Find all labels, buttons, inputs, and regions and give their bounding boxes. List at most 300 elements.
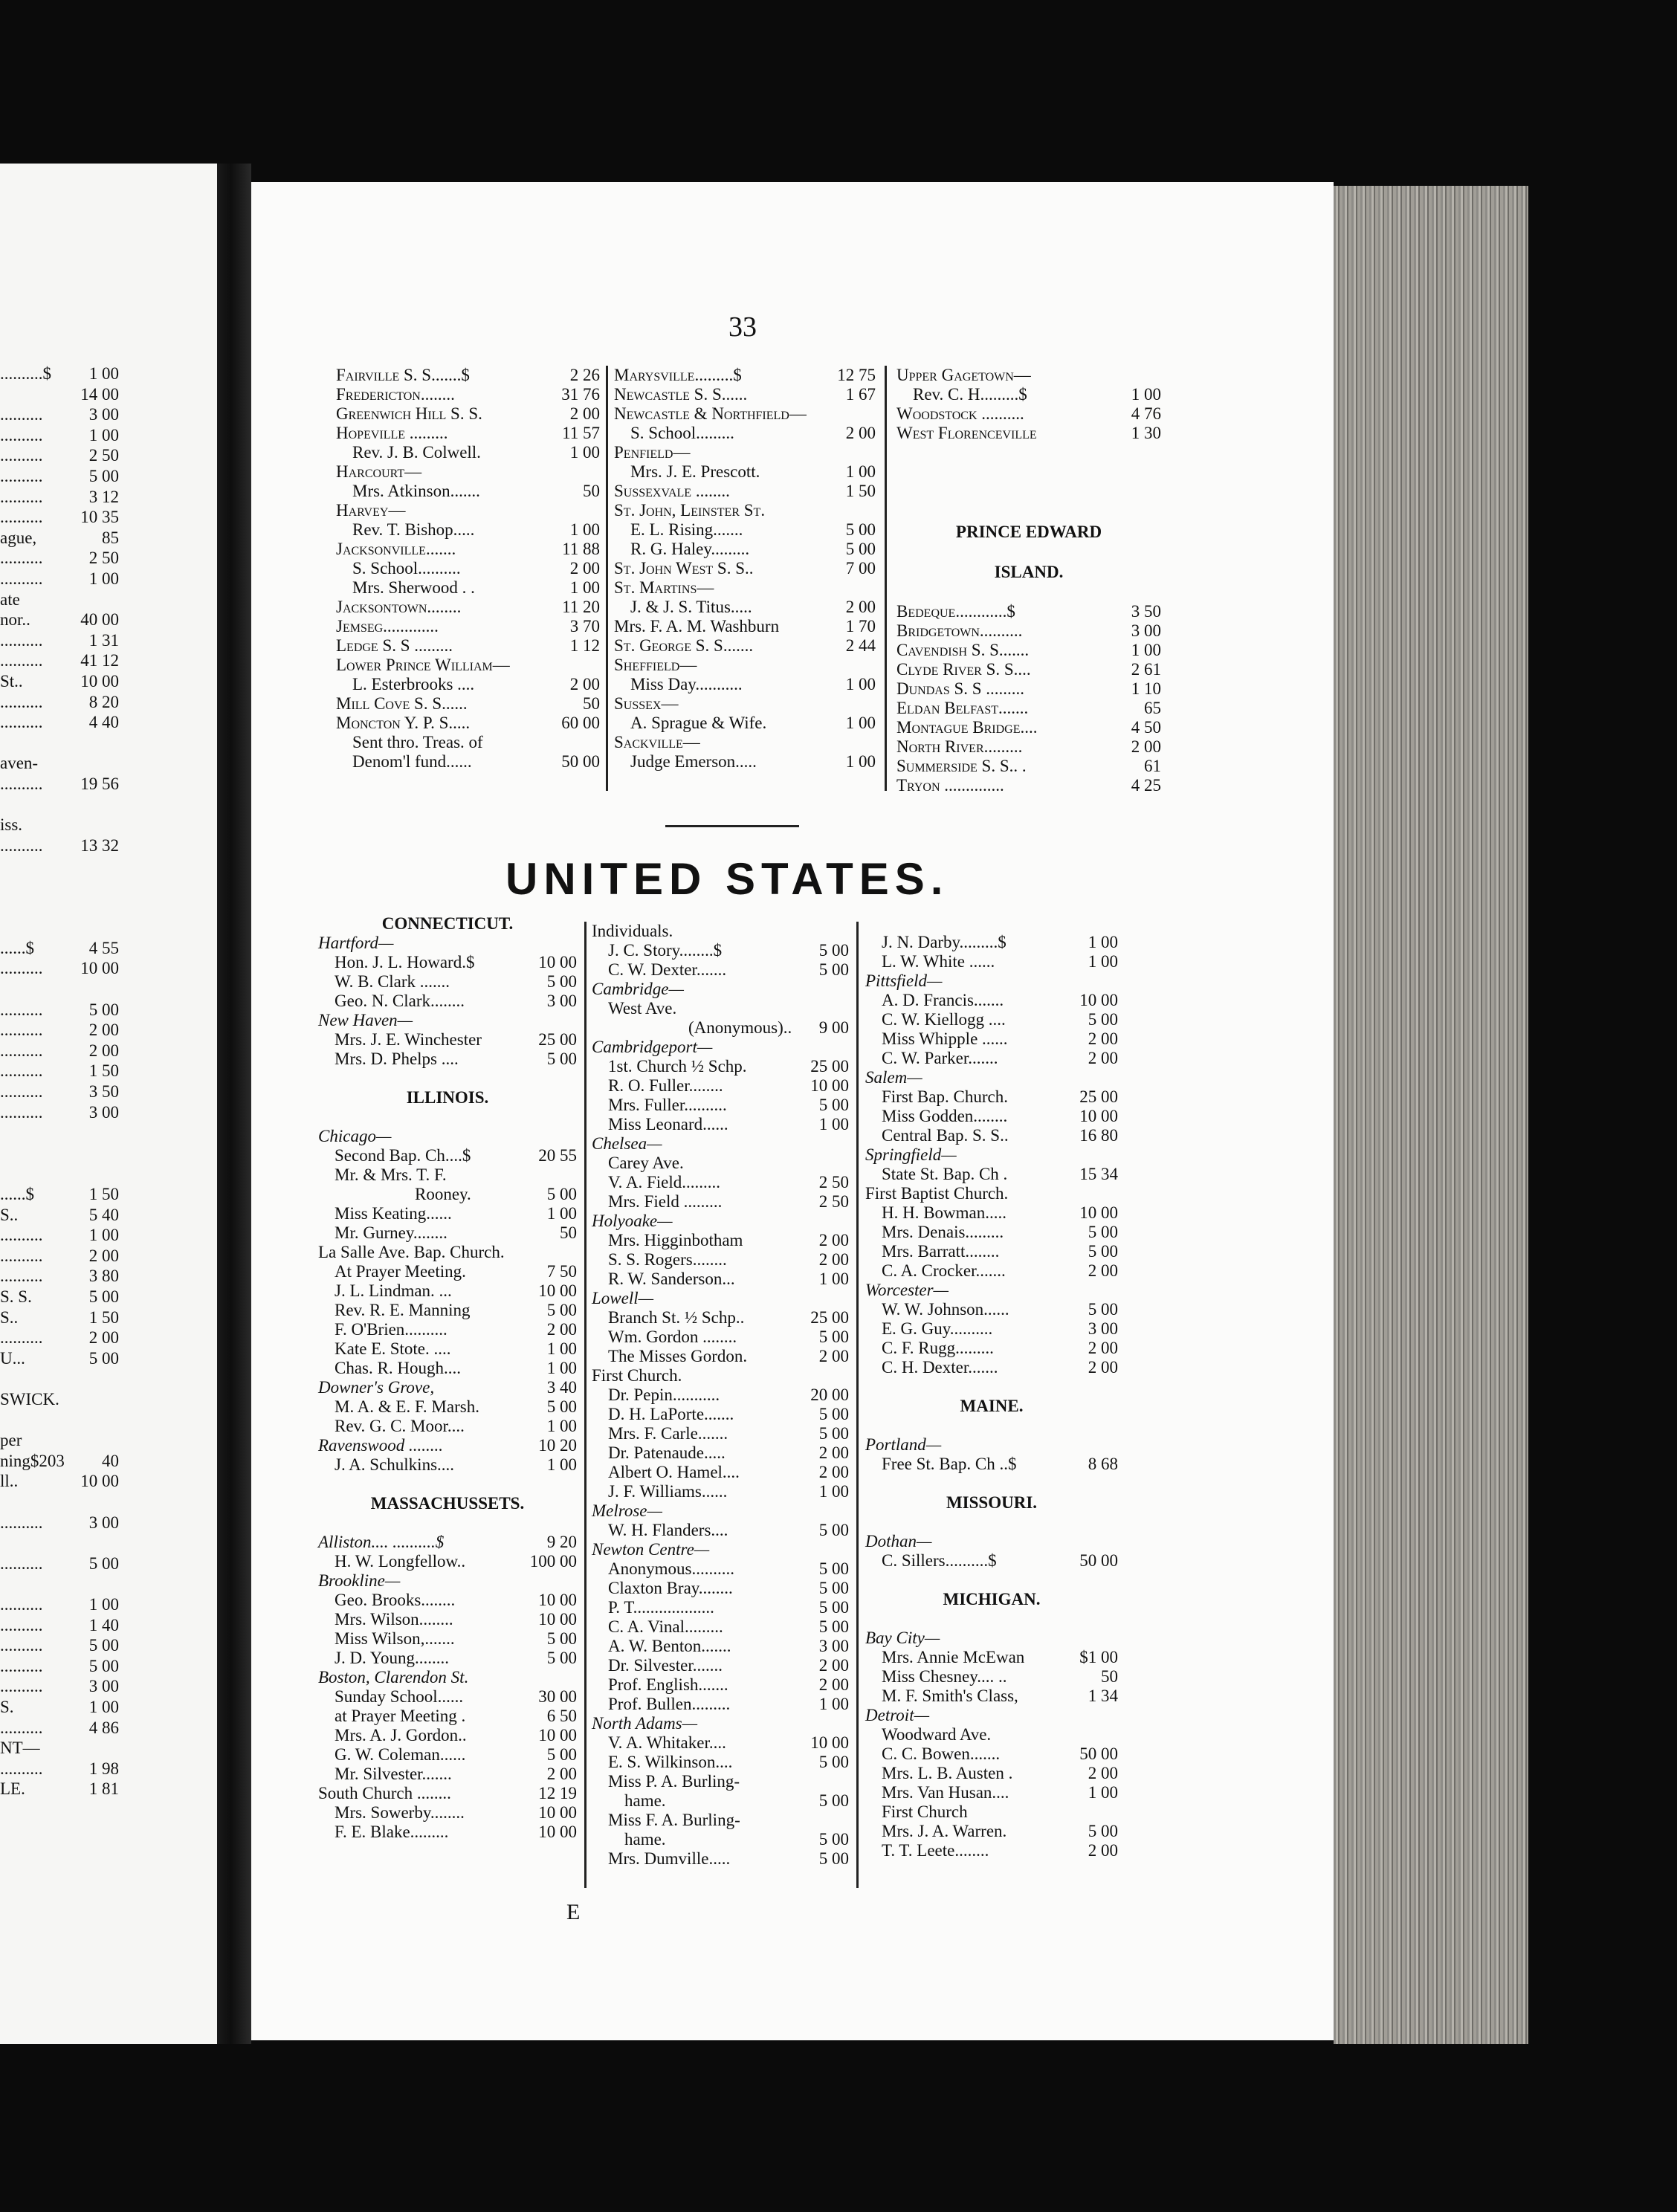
entry-amount: 1 00	[818, 1270, 849, 1288]
entry-name: Dundas S. S .........	[896, 679, 1025, 698]
entry-amount: 30 00	[538, 1687, 577, 1706]
entry-name: Salem—	[865, 1068, 922, 1087]
ledger-row	[896, 718, 1161, 737]
entry-name: Miss Wilson,.......	[335, 1629, 455, 1648]
entry-amount: 50	[583, 694, 600, 713]
entry-name: R. G. Haley.........	[630, 540, 750, 558]
ledger-row	[592, 1057, 849, 1076]
ledger-row	[896, 385, 1161, 404]
entry-amount: 9 00	[818, 1018, 849, 1037]
state-heading-text: ILLINOIS.	[406, 1088, 489, 1107]
entry-amount: 1 00	[845, 752, 876, 771]
ledger-row	[592, 1096, 849, 1115]
left-entry-amount: 1 50	[88, 1185, 119, 1203]
left-entry-text: ague,	[0, 528, 37, 547]
ledger-row	[318, 1397, 577, 1417]
ledger-row	[318, 1050, 577, 1069]
entry-amount: 5 00	[1088, 1300, 1118, 1319]
ledger-row	[318, 1030, 577, 1050]
ledger-row	[592, 1540, 849, 1559]
entry-amount: 5 00	[546, 1649, 577, 1667]
ledger-row	[592, 1192, 849, 1212]
ledger-row	[865, 1242, 1118, 1261]
entry-name: Chas. R. Hough....	[335, 1359, 461, 1377]
ledger-row	[592, 1579, 849, 1598]
left-page-row	[0, 1185, 217, 1206]
left-page-row	[0, 898, 217, 919]
left-page-row	[0, 959, 217, 980]
entry-amount: 5 00	[546, 972, 577, 991]
left-page-row	[0, 1123, 217, 1144]
left-page-row	[0, 1226, 217, 1246]
ledger-row	[614, 482, 876, 501]
entry-amount: 2 00	[1088, 1358, 1118, 1377]
entry-name: Clyde River S. S....	[896, 660, 1031, 679]
left-entry-amount: 4 55	[88, 938, 119, 957]
left-page-row	[0, 1287, 217, 1308]
left-entry-text: ..........	[0, 1677, 43, 1696]
entry-amount: 2 00	[1088, 1049, 1118, 1067]
ledger-row	[318, 1610, 577, 1629]
entry-amount: 10 00	[538, 953, 577, 971]
entry-name: Wm. Gordon ........	[608, 1327, 737, 1346]
entry-amount: 10 00	[1079, 1203, 1118, 1222]
ledger-row	[592, 1289, 849, 1308]
entry-name: Alliston.... ..........$	[318, 1533, 445, 1551]
entry-name: Mrs. Field .........	[608, 1192, 723, 1211]
left-entry-text: S. S.	[0, 1287, 32, 1306]
entry-name: D. H. LaPorte.......	[608, 1405, 734, 1423]
section-rule	[665, 825, 799, 827]
left-entry-amount: 3 00	[88, 1513, 119, 1532]
pei-heading	[896, 519, 1161, 586]
left-entry-amount: 5 00	[88, 467, 119, 485]
entry-name: Mrs. D. Phelps ....	[335, 1050, 459, 1068]
entry-name: Pittsfield—	[865, 971, 943, 990]
ledger-row	[318, 1629, 577, 1649]
ledger-row	[896, 621, 1161, 641]
entry-name: C. W. Dexter.......	[608, 960, 727, 979]
entry-amount: 2 00	[546, 1320, 577, 1339]
ledger-row	[592, 1733, 849, 1753]
entry-name: Melrose—	[592, 1501, 662, 1520]
entry-name: Mill Cove S. S......	[336, 694, 468, 713]
entry-amount: 60 00	[561, 714, 600, 732]
entry-name: North River.........	[896, 737, 1023, 756]
entry-amount: 3 00	[1088, 1319, 1118, 1338]
left-page-row	[0, 1206, 217, 1226]
left-entry-text: ll..	[0, 1472, 19, 1491]
entry-name: Mrs. L. B. Austen .	[882, 1764, 1013, 1782]
entry-amount: 5 00	[1088, 1010, 1118, 1029]
left-entry-text: LE.	[0, 1779, 25, 1799]
entry-name: Mrs. Fuller..........	[608, 1096, 727, 1114]
left-page-row	[0, 1533, 217, 1554]
ledger-row	[896, 699, 1161, 718]
left-page-row	[0, 795, 217, 816]
entry-name: Mrs. J. E. Prescott.	[630, 462, 760, 481]
entry-amount: 5 00	[818, 1598, 849, 1617]
entry-name: North Adams—	[592, 1714, 698, 1733]
entry-name: St. John, Leinster St.	[614, 501, 766, 520]
left-entry-amount: 1 00	[88, 1595, 119, 1614]
column-nb-2	[614, 366, 876, 772]
entry-amount: 1 00	[845, 714, 876, 732]
entry-amount: 2 00	[845, 598, 876, 616]
ledger-row	[614, 424, 876, 443]
ledger-row	[614, 578, 876, 598]
entry-amount: 2 00	[818, 1250, 849, 1269]
entry-name: Dothan—	[865, 1532, 932, 1550]
spacer	[865, 1377, 1118, 1397]
ledger-row	[592, 941, 849, 960]
ledger-row	[336, 714, 600, 733]
left-page-row	[0, 1246, 217, 1267]
ledger-row	[592, 1656, 849, 1675]
left-entry-text: ......$	[0, 1185, 34, 1203]
entry-name: T. T. Leete........	[882, 1841, 989, 1860]
left-entry-text: S..	[0, 1307, 19, 1327]
entry-amount: 50	[583, 482, 600, 500]
ledger-row	[614, 462, 876, 482]
left-entry-text: ..........	[0, 1226, 43, 1245]
entry-amount: 5 00	[818, 1559, 849, 1578]
left-entry-text: ..........	[0, 446, 43, 465]
entry-amount: 10 00	[538, 1281, 577, 1300]
ledger-row	[318, 1011, 577, 1030]
ledger-row	[865, 933, 1118, 952]
left-page-row	[0, 877, 217, 898]
entry-amount: 3 00	[546, 992, 577, 1010]
left-entry-amount: 19 56	[80, 774, 119, 793]
entry-name: F. E. Blake.........	[335, 1823, 449, 1841]
entry-amount: 1 00	[818, 1482, 849, 1501]
entry-name: Mrs. Sherwood . .	[352, 578, 475, 597]
ledger-row	[318, 1436, 577, 1455]
entry-name: New Haven—	[318, 1011, 413, 1029]
entry-name: Claxton Bray........	[608, 1579, 733, 1597]
left-page-row	[0, 734, 217, 754]
ledger-row	[592, 1463, 849, 1482]
left-entry-text: ..........	[0, 692, 43, 711]
left-page-row	[0, 1657, 217, 1678]
ledger-row	[592, 1695, 849, 1714]
entry-amount: 1 30	[1131, 424, 1161, 442]
ledger-row	[896, 602, 1161, 621]
ledger-row	[318, 1243, 577, 1262]
left-page-row	[0, 1021, 217, 1041]
entry-amount: 7 00	[845, 559, 876, 578]
column-us-3	[865, 933, 1118, 1860]
ledger-row	[865, 1068, 1118, 1087]
entry-amount: $1 00	[1079, 1648, 1118, 1666]
spacer	[865, 1416, 1118, 1435]
ledger-row	[865, 1165, 1118, 1184]
ledger-row	[896, 660, 1161, 679]
ledger-row	[318, 1301, 577, 1320]
left-entry-amount: 1 98	[88, 1759, 119, 1778]
ledger-row	[318, 972, 577, 992]
ledger-row	[896, 424, 1161, 443]
ledger-row	[592, 1598, 849, 1617]
entry-name: Moncton Y. P. S.....	[336, 714, 471, 732]
ledger-row	[865, 1223, 1118, 1242]
ledger-row	[318, 1687, 577, 1707]
entry-amount: 2 00	[1088, 1029, 1118, 1048]
ledger-row	[592, 1212, 849, 1231]
left-page-row	[0, 549, 217, 569]
left-page-row	[0, 405, 217, 426]
entry-name: Boston, Clarendon St.	[318, 1668, 469, 1687]
ledger-row	[318, 1339, 577, 1359]
ledger-row	[592, 1308, 849, 1327]
entry-name: Bedeque............$	[896, 602, 1015, 621]
pei-heading-line-2: ISLAND.	[994, 563, 1064, 581]
ledger-row	[592, 1675, 849, 1695]
entry-name: Kate E. Stote. ....	[335, 1339, 451, 1358]
ledger-row	[614, 520, 876, 540]
entry-amount: 2 00	[818, 1463, 849, 1481]
entry-name: Miss Leonard......	[608, 1115, 728, 1134]
left-page-row	[0, 1739, 217, 1759]
left-page-row	[0, 672, 217, 693]
left-page-row	[0, 528, 217, 549]
entry-name: State St. Bap. Ch .	[882, 1165, 1008, 1183]
state-heading	[318, 1088, 577, 1107]
entry-name: West Ave.	[608, 999, 677, 1018]
left-entry-amount: 41 12	[80, 651, 119, 670]
left-entry-text: ..........	[0, 405, 43, 424]
entry-name: C. F. Rugg.........	[882, 1339, 994, 1357]
left-entry-text: ..........	[0, 1102, 43, 1122]
entry-name: Brookline—	[318, 1571, 401, 1590]
ledger-row	[592, 1327, 849, 1347]
ledger-row	[592, 1830, 849, 1849]
entry-name: Downer's Grove,	[318, 1378, 435, 1397]
entry-name: Mrs. J. E. Winchester	[335, 1030, 482, 1049]
entry-amount: 20 55	[538, 1146, 577, 1165]
entry-amount: 8 68	[1088, 1455, 1118, 1473]
entry-name: W. H. Flanders....	[608, 1521, 728, 1539]
ledger-row	[336, 733, 600, 752]
entry-name: Cambridgeport—	[592, 1038, 713, 1056]
entry-name: Sunday School......	[335, 1687, 464, 1706]
left-entry-text: ..........	[0, 467, 43, 485]
entry-amount: 2 00	[1088, 1339, 1118, 1357]
entry-name: Dr. Pepin...........	[608, 1385, 720, 1404]
ledger-row	[865, 1358, 1118, 1377]
state-heading	[318, 1494, 577, 1513]
entry-amount: 5 00	[546, 1050, 577, 1068]
ledger-row	[614, 366, 876, 385]
left-page-row	[0, 1513, 217, 1534]
left-entry-text: ..........	[0, 651, 43, 670]
entry-name: Marysville.........$	[614, 366, 742, 384]
left-entry-amount: 13 32	[80, 835, 119, 855]
left-entry-amount: 1 40	[88, 1615, 119, 1634]
ledger-row	[336, 520, 600, 540]
entry-name: J. C. Story........$	[608, 941, 723, 960]
entry-amount: 4 50	[1131, 718, 1161, 737]
ledger-row	[592, 1811, 849, 1830]
ledger-row	[318, 1320, 577, 1339]
left-entry-text: iss.	[0, 815, 23, 835]
ledger-row	[592, 1772, 849, 1791]
left-entry-amount: 1 81	[88, 1779, 119, 1799]
left-page-row	[0, 446, 217, 467]
entry-amount: 2 50	[818, 1192, 849, 1211]
left-page-row	[0, 1554, 217, 1575]
entry-amount: 5 00	[818, 1096, 849, 1114]
entry-name: Miss Whipple ......	[882, 1029, 1008, 1048]
ledger-row	[336, 675, 600, 694]
ledger-row	[592, 1231, 849, 1250]
entry-name: Springfield—	[865, 1145, 957, 1164]
ledger-row	[865, 1339, 1118, 1358]
entry-amount: 65	[1144, 699, 1161, 717]
ledger-row	[865, 1629, 1118, 1648]
ledger-row	[318, 1726, 577, 1745]
entry-name: Sent thro. Treas. of	[352, 733, 483, 751]
ledger-row	[592, 1501, 849, 1521]
entry-name: W. B. Clark .......	[335, 972, 450, 991]
ledger-row	[336, 366, 600, 385]
ledger-row	[336, 404, 600, 424]
ledger-row	[614, 598, 876, 617]
entry-name: Mrs. Annie McEwan	[882, 1648, 1025, 1666]
entry-name: J. & J. S. Titus.....	[630, 598, 752, 616]
state-heading	[865, 1590, 1118, 1609]
ledger-row	[318, 1649, 577, 1668]
ledger-row	[592, 1018, 849, 1038]
signature-letter: E	[566, 1900, 581, 1924]
entry-name: Mrs. Dumville.....	[608, 1849, 731, 1868]
entry-name: Prof. Bullen.........	[608, 1695, 731, 1713]
left-page-row	[0, 1082, 217, 1103]
spacer	[318, 1069, 577, 1088]
column-nb-1	[336, 366, 600, 772]
ledger-row	[318, 1533, 577, 1552]
entry-name: E. G. Guy..........	[882, 1319, 993, 1338]
state-heading	[865, 1493, 1118, 1513]
entry-name: Rooney.	[415, 1185, 471, 1203]
entry-amount: 1 00	[1088, 1783, 1118, 1802]
entry-amount: 5 00	[818, 1424, 849, 1443]
entry-name: Portland—	[865, 1435, 942, 1454]
ledger-row	[865, 971, 1118, 991]
ledger-row	[592, 1559, 849, 1579]
ledger-row	[592, 1637, 849, 1656]
left-page-row	[0, 467, 217, 488]
entry-name: Mrs. Atkinson.......	[352, 482, 480, 500]
ledger-row	[336, 578, 600, 598]
entry-name: Harvey—	[336, 501, 406, 520]
ledger-row	[592, 1521, 849, 1540]
ledger-row	[865, 1203, 1118, 1223]
ledger-row	[336, 462, 600, 482]
state-heading	[318, 914, 577, 934]
entry-amount: 50 00	[561, 752, 600, 771]
entry-name: Mrs. Denais.........	[882, 1223, 1004, 1241]
entry-amount: 1 00	[569, 520, 600, 539]
spacer	[865, 1609, 1118, 1629]
entry-amount: 1 00	[546, 1455, 577, 1474]
entry-name: Miss F. A. Burling-	[608, 1811, 740, 1829]
entry-name: H. W. Longfellow..	[335, 1552, 466, 1571]
ledger-row	[614, 675, 876, 694]
ledger-row	[318, 1571, 577, 1591]
left-entry-amount: 10 00	[80, 1472, 119, 1491]
entry-name: Miss Keating......	[335, 1204, 452, 1223]
entry-name: West Florenceville	[896, 424, 1037, 442]
entry-name: Miss Chesney.... ..	[882, 1667, 1007, 1686]
entry-amount: 5 00	[1088, 1822, 1118, 1840]
entry-name: Eldan Belfast.......	[896, 699, 1029, 717]
entry-amount: 4 76	[1131, 404, 1161, 423]
entry-amount: 1 00	[546, 1359, 577, 1377]
ledger-row	[318, 1378, 577, 1397]
entry-name: J. D. Young........	[335, 1649, 450, 1667]
ledger-row	[865, 1532, 1118, 1551]
left-entry-text: ..........	[0, 1759, 43, 1778]
ledger-row	[318, 1165, 577, 1185]
ledger-row	[865, 1687, 1118, 1706]
entry-amount: 2 00	[1088, 1261, 1118, 1280]
book-gutter	[217, 164, 251, 2044]
entry-name: Fairville S. S.......$	[336, 366, 470, 384]
ledger-row	[865, 1184, 1118, 1203]
left-entry-text: ..........	[0, 1553, 43, 1573]
ledger-row	[592, 1154, 849, 1173]
entry-amount: 50 00	[1079, 1551, 1118, 1570]
entry-amount: 1 00	[1088, 952, 1118, 971]
ledger-row	[614, 752, 876, 772]
ledger-row	[865, 1783, 1118, 1802]
left-page-row	[0, 1061, 217, 1082]
entry-name: C. A. Crocker.......	[882, 1261, 1006, 1280]
left-entry-text: ..........	[0, 425, 43, 444]
ledger-row	[614, 385, 876, 404]
ledger-row	[318, 1823, 577, 1842]
ledger-row	[336, 656, 600, 675]
entry-amount: 5 00	[818, 1327, 849, 1346]
entry-amount: 5 00	[845, 540, 876, 558]
entry-amount: 2 00	[569, 559, 600, 578]
entry-name: Newton Centre—	[592, 1540, 710, 1559]
left-entry-amount: 2 00	[88, 1041, 119, 1060]
entry-name: A. W. Benton.......	[608, 1637, 731, 1655]
entry-amount: 1 34	[1088, 1687, 1118, 1705]
entry-name: Geo. N. Clark........	[335, 992, 465, 1010]
ledger-row	[592, 960, 849, 980]
ledger-row	[865, 1087, 1118, 1107]
ledger-row	[865, 1706, 1118, 1725]
entry-name: Jacksonville.......	[336, 540, 456, 558]
entry-name: Mr. Silvester.......	[335, 1765, 452, 1783]
left-entry-text: ..........$	[0, 364, 51, 383]
left-entry-amount: 5 00	[88, 1348, 119, 1368]
ledger-row	[865, 1300, 1118, 1319]
ledger-row	[318, 1204, 577, 1223]
entry-amount: 1 67	[845, 385, 876, 404]
left-entry-amount: 1 31	[88, 630, 119, 650]
ledger-row	[592, 1250, 849, 1270]
ledger-row	[592, 999, 849, 1018]
left-entry-amount: 5 00	[88, 1636, 119, 1655]
ledger-row	[614, 714, 876, 733]
entry-amount: 50	[1101, 1667, 1118, 1686]
left-page-row	[0, 836, 217, 857]
